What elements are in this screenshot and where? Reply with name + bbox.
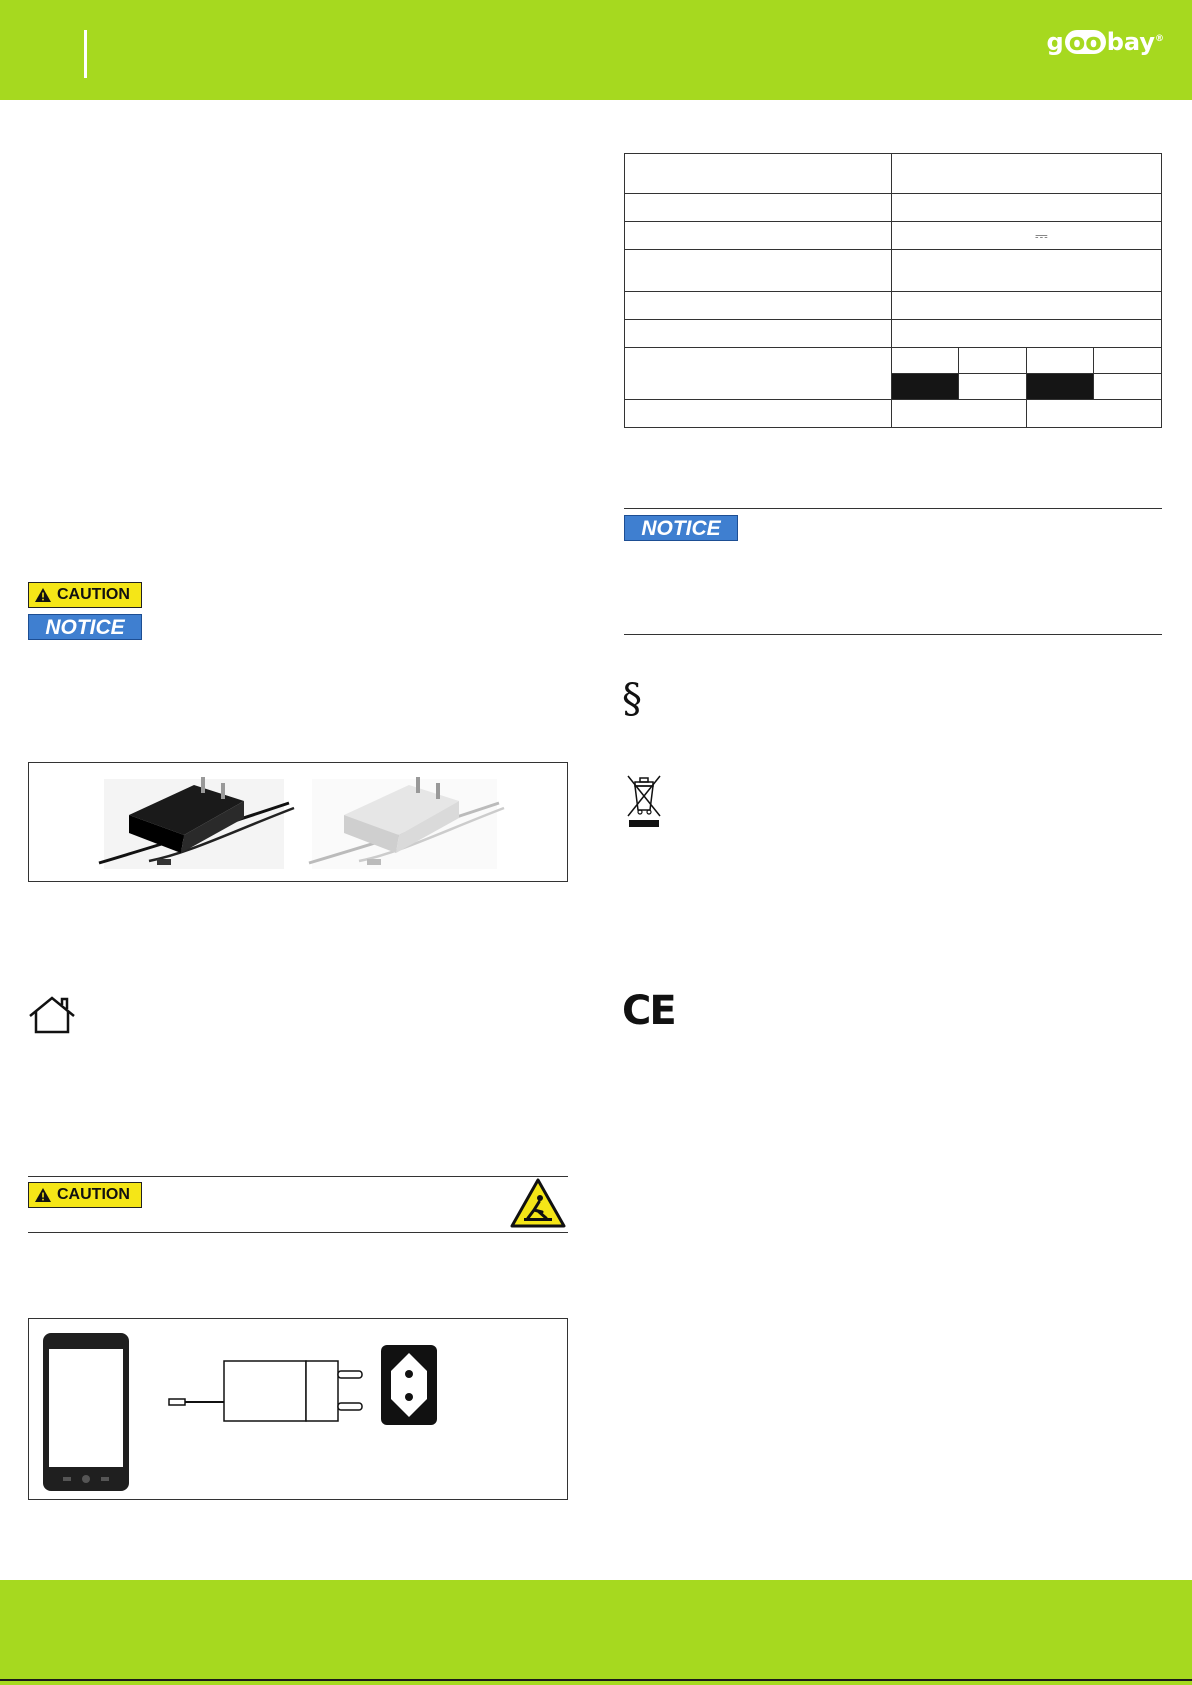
spec-cell (891, 194, 1161, 222)
notice-label-2: NOTICE (624, 515, 738, 541)
header-divider (84, 30, 87, 78)
spec-cell (891, 222, 1161, 250)
spec-cell (891, 320, 1161, 348)
footer-rule (0, 1679, 1192, 1681)
spec-cell (891, 154, 1161, 194)
house-icon (28, 996, 78, 1034)
spec-cell (1094, 348, 1162, 374)
spec-cell (625, 250, 892, 292)
brand-logo: g oo bay® (1046, 28, 1164, 56)
caution-bottom-rule (28, 1232, 568, 1233)
euro-socket-icon (381, 1345, 437, 1425)
caution-top-rule (28, 1176, 568, 1177)
charger-diagram-icon (169, 1361, 362, 1421)
product-photo-frame (28, 762, 568, 882)
spec-cell (625, 348, 892, 400)
spec-cell (891, 400, 1026, 428)
spec-cell (1026, 400, 1161, 428)
spec-cell (891, 250, 1161, 292)
spec-cell (625, 154, 892, 194)
product-photo (29, 763, 567, 881)
spec-cell (891, 348, 959, 374)
spec-cell (1026, 348, 1094, 374)
notice-bottom-rule (624, 634, 1162, 635)
section-sign-icon: § (622, 676, 642, 722)
connection-diagram (29, 1319, 567, 1499)
warning-triangle-icon (34, 587, 52, 603)
spec-cell (625, 292, 892, 320)
spec-cell (959, 348, 1027, 374)
spec-cell (625, 222, 892, 250)
spec-cell (625, 400, 892, 428)
crossed-bin-icon (626, 774, 662, 830)
notice-top-rule (624, 508, 1162, 509)
specification-table (624, 153, 1162, 428)
spec-cell (625, 320, 892, 348)
black-charger-image (99, 777, 294, 869)
white-charger-image (309, 777, 504, 869)
color-swatch-white (959, 374, 1027, 400)
page-header (0, 0, 1192, 100)
color-swatch-black (1026, 374, 1094, 400)
warning-triangle-icon (34, 1187, 52, 1203)
dc-symbol: ⎓ (1035, 225, 1048, 245)
page-footer (0, 1580, 1192, 1685)
caution-label: CAUTION (28, 582, 142, 608)
color-swatch-white (1094, 374, 1162, 400)
spec-cell (891, 292, 1161, 320)
spec-cell (625, 194, 892, 222)
notice-label: NOTICE (28, 614, 142, 640)
ce-mark-icon: CE (622, 988, 675, 1034)
caution-label-2: CAUTION (28, 1182, 142, 1208)
color-swatch-black (891, 374, 959, 400)
smartphone-icon (43, 1333, 129, 1491)
tripping-hazard-icon (510, 1178, 566, 1228)
connection-diagram-frame (28, 1318, 568, 1500)
